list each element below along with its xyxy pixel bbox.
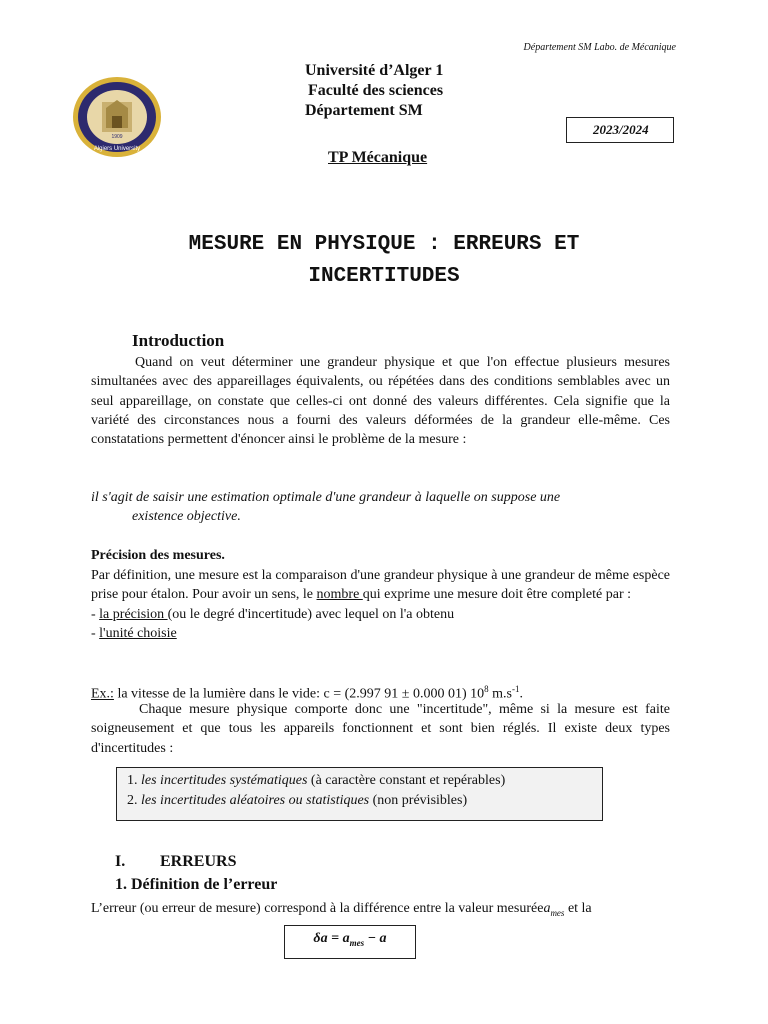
precision-heading: Précision des mesures. [91,548,225,563]
quote-line-2: existence objective. [132,509,241,525]
title-line-1: MESURE EN PHYSIQUE : ERREURS ET [188,233,580,256]
institution-block [305,61,443,121]
precision-item-1: - la précision (ou le degré d'incertitude) avec lequel on l'a obtenu [91,606,455,622]
error-definition-paragraph: L’erreur (ou erreur de mesure) correspond à la différence entre la valeur mesuréea$_{mes}$ et la [91,901,592,918]
introduction-quote [91,488,670,527]
subsection-heading-definition: 1. Définition de l’erreur [115,876,278,893]
faculty-name: Faculté des sciences [308,82,444,99]
uncertainty-paragraph: Chaque mesure physique comporte donc une "incertitude", même si la mesure est faite soigneusement et que tous les appareils fonctionnent et sont bien réglés. Il existe deux types d'incertitudes : [91,702,670,756]
uncertainty-type-item: 2. les incertitudes aléatoires ou statistiques (non prévisibles) [127,793,468,808]
uncertainty-types-box [116,767,603,821]
uncertainty-type-item: 1. les incertitudes systématiques (à caractère constant et repérables) [127,773,506,788]
precision-paragraph: Par définition, une mesure est la comparaison d'une grandeur physique à une grandeur de même espèce prise pour étalon. Pour avoir un sens, le nombre qui exprime une mesure doit être completé par : - la précision (ou le degré d'incertitude) avec lequel on l'a obtenu - l'unité choisie [91,566,670,643]
example-label: Ex.: [91,686,114,702]
introduction-heading: Introduction [132,331,225,350]
logo-caption: Algiers University [93,146,141,152]
university-name: Université d’Alger 1 [305,62,444,79]
title-line-2: INCERTITUDES [308,265,460,288]
course-title: TP Mécanique [328,149,428,166]
logo-year: 1909 [111,134,123,140]
academic-year-box: 2023/2024 [566,117,674,143]
university-logo [72,76,162,158]
example-line: Ex.: la vitesse de la lumière dans le vide: c = (2.997 91 ± 0.000 01) $10^8$ $m.s^{-1}$. [91,684,523,702]
section-heading-erreurs: I. ERREURS [115,853,237,870]
department-name: Département SM [305,102,423,119]
error-formula: $\delta a = a_{mes} - a$ [284,925,416,959]
introduction-paragraph: Quand on veut déterminer une grandeur physique et que l'on effectue plusieurs mesures simultanées avec des appareillages équivalents, ou répétées dans des conditions semblables avec un seul appareillage, on constate que celles-ci ont donné des valeurs différentes. Cela signifie que la variété des circonstances nous a fourni des valeurs déformées de la grandeur elle-même. Ces constatations permettent d'énoncer ainsi le problème de la mesure : [91,355,670,448]
underlined-nombre: nombre [316,587,363,603]
department-header-note: Département SM Labo. de Mécanique [523,42,676,53]
precision-item-2: - l'unité choisie [91,625,177,641]
document-title [0,229,768,293]
quote-line-1: il s'agit de saisir une estimation optimale d'une grandeur à laquelle on suppose une [91,490,561,505]
